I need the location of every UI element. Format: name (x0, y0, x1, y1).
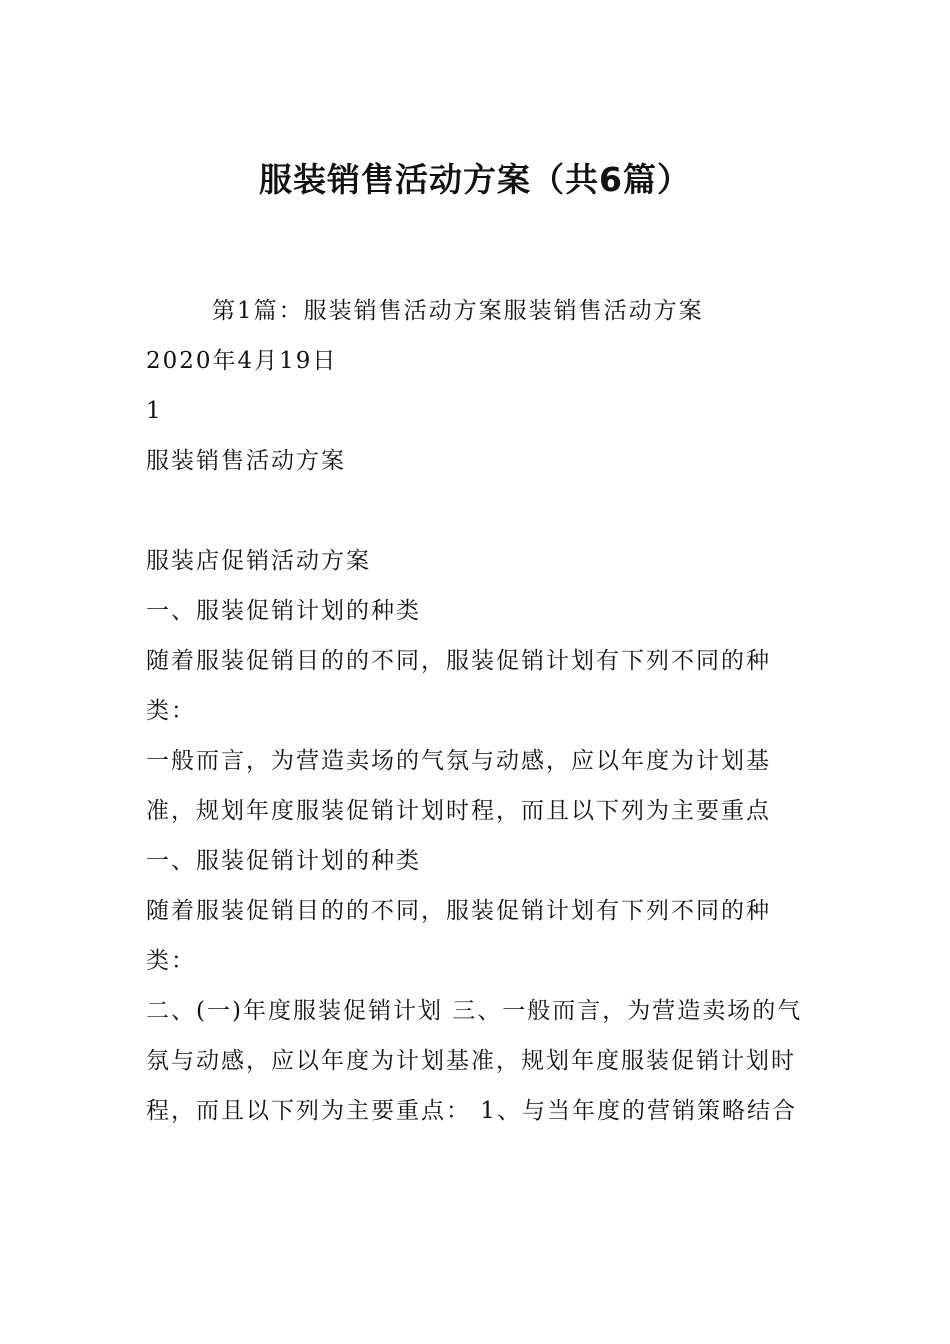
chapter-heading: 第1篇：服装销售活动方案服装销售活动方案 (212, 298, 704, 324)
document-body (146, 286, 808, 1136)
section-title: 服装销售活动方案 (146, 448, 346, 474)
date-line: 2020年4月19日 (146, 348, 338, 374)
blank-line (146, 486, 808, 536)
page-number-line: 1 (146, 398, 163, 424)
document-title: 服装销售活动方案（共6篇） (259, 160, 691, 199)
paragraph: 一、服装促销计划的种类 (146, 848, 421, 874)
subsection-title: 服装店促销活动方案 (146, 548, 371, 574)
paragraph: 二、(一)年度服装促销计划 三、一般而言，为营造卖场的气氛与动感，应以年度为计划基准，规划年度服装促销计划时程，而且以下列为主要重点： 1、与当年度的营销策略结合 (146, 998, 803, 1124)
paragraph: 一般而言，为营造卖场的气氛与动感，应以年度为计划基准，规划年度服装促销计划时程，而且以下列为主要重点 (146, 748, 771, 824)
paragraph: 随着服装促销目的的不同，服装促销计划有下列不同的种类： (146, 898, 771, 974)
paragraph: 一、服装促销计划的种类 (146, 598, 421, 624)
paragraph: 随着服装促销目的的不同，服装促销计划有下列不同的种类： (146, 648, 771, 724)
